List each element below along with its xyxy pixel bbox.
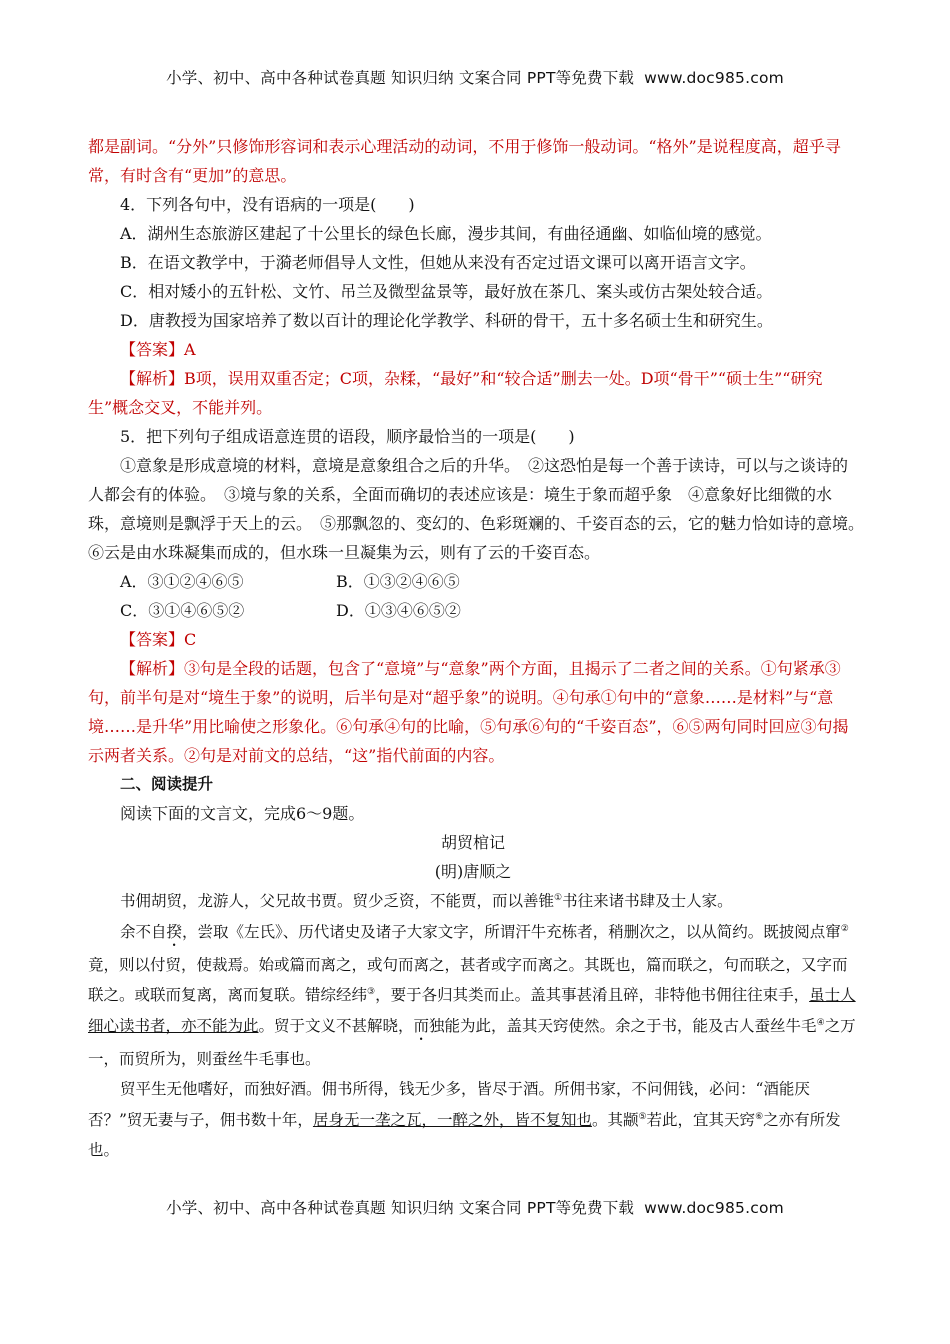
q4-option-d: D．唐教授为国家培养了数以百计的理论化学教学、科研的骨干，五十多名硕士生和研究生。 bbox=[120, 311, 773, 330]
reading-instruction: 阅读下面的文言文，完成6～9题。 bbox=[120, 804, 365, 823]
q4-analysis: 【解析】B项，误用双重否定；C项，杂糅，“最好”和“较合适”删去一处。D项“骨干”“硕士生”“研究生”概念交叉，不能并列。 bbox=[88, 369, 823, 417]
q5-analysis: 【解析】③句是全段的话题，包含了“意境”与“意象”两个方面，且揭示了二者之间的关系。①句紧承③句，前半句是对“境生于象”的说明，后半句是对“超乎象”的说明。④句承①句中的“意象……是材料”与“意境……是升华”用比喻使之形象化。⑥句承④句的比喻，⑤句承⑥句的“千姿百态”，⑥⑤两句同时回应③句揭示两者关系。②句是对前文的总结，“这”指代前面的内容。 bbox=[88, 659, 849, 765]
footer-text: 小学、初中、高中各种试卷真题 知识归纳 文案合同 PPT等免费下载 bbox=[166, 1199, 635, 1217]
document-body bbox=[88, 132, 873, 1166]
header-url-link[interactable]: www.doc985.com bbox=[644, 69, 784, 87]
passage-author: (明)唐顺之 bbox=[434, 862, 512, 881]
q5-options-row-1 bbox=[88, 567, 858, 596]
underlined-sentence: 居身无一垄之瓦，一醉之外，皆不复知也 bbox=[312, 1110, 592, 1129]
q5-stem: 5．把下列句子组成语意连贯的语段，顺序最恰当的一项是( ) bbox=[120, 427, 575, 446]
q5-passage: ①意象是形成意境的材料，意境是意象组合之后的升华。 ②这恐怕是每一个善于读诗，可以与之谈诗的人都会有的体验。 ③境与象的关系，全面而确切的表述应该是：境生于象而超乎象 ④意象好比细微的水珠，意境则是飘浮于天上的云。 ⑤那飘忽的、变幻的、色彩斑斓的、千姿百态的云，它的魅力恰如诗的意境。 ⑥云是由水珠凝集而成的，但水珠一旦凝集为云，则有了云的千姿百态。 bbox=[88, 456, 873, 562]
header-text: 小学、初中、高中各种试卷真题 知识归纳 文案合同 PPT等免费下载 bbox=[166, 69, 635, 87]
footer-url-link[interactable]: www.doc985.com bbox=[644, 1199, 784, 1217]
passage-paragraph-1: 书佣胡贸，龙游人，父兄故书贾。贸少乏资，不能贾，而以善锥①书往来诸书肆及士人家。 bbox=[120, 892, 733, 910]
q5-option-b: B．①③②④⑥⑤ bbox=[336, 572, 460, 591]
q4-option-a: A．湖州生态旅游区建起了十公里长的绿色长廊，漫步其间，有曲径通幽、如临仙境的感觉。 bbox=[120, 224, 772, 243]
emphasis-dot-word: 而 bbox=[413, 1016, 430, 1035]
q5-option-c: C．③①④⑥⑤② bbox=[120, 601, 245, 620]
note-marker: ⑤ bbox=[638, 1111, 647, 1122]
emphasis-dot-word: 揆 bbox=[166, 922, 183, 941]
underlined-sentence: 虽士人细心读书者，亦不能为此 bbox=[88, 986, 856, 1035]
note-marker: ① bbox=[554, 892, 563, 903]
passage-paragraph-2: 余不自揆，尝取《左氏》、历代诸史及诸子大家文字，所谓汗牛充栋者，稍删次之，以从简约。既披阅点窜②竟，则以付贸，使裁焉。始或篇而离之，或句而离之，甚者或字而离之。其既也，篇而联之，句而联之，又字而联之。或联而复离，离而复联。错综经纬③，要于各归其类而止。盖其事甚淆且碎，非特他书佣往往束手，虽士人细心读书者，亦不能为此。贸于文义不甚解晓，而独能为此，盖其天窍使然。余之于书，能及古人蚕丝牛毛④之万一，而贸所为，则蚕丝牛毛事也。 bbox=[88, 922, 856, 1068]
passage-title: 胡贸棺记 bbox=[440, 833, 505, 852]
note-marker: ④ bbox=[816, 1017, 825, 1028]
q5-answer: 【答案】C bbox=[120, 630, 197, 649]
q4-stem: 4．下列各句中，没有语病的一项是( ) bbox=[120, 195, 415, 214]
note-marker: ⑥ bbox=[755, 1111, 764, 1122]
note-marker: ③ bbox=[367, 986, 376, 997]
q4-option-c: C．相对矮小的五针松、文竹、吊兰及微型盆景等，最好放在茶几、案头或仿古架处较合适。 bbox=[120, 282, 773, 301]
q5-options-row-2 bbox=[88, 596, 858, 625]
section-heading: 二、阅读提升 bbox=[120, 775, 214, 793]
intro-analysis: 都是副词。“分外”只修饰形容词和表示心理活动的动词，不用于修饰一般动词。“格外”是说程度高，超乎寻常，有时含有“更加”的意思。 bbox=[88, 137, 841, 185]
q5-option-d: D．①③④⑥⑤② bbox=[336, 601, 461, 620]
q4-option-b: B．在语文教学中，于漪老师倡导人文性，但她从来没有否定过语文课可以离开语言文字。 bbox=[120, 253, 756, 272]
page-footer bbox=[0, 1196, 950, 1218]
passage-paragraph-3: 贸平生无他嗜好，而独好酒。佣书所得，钱无少多，皆尽于酒。所佣书家，不问佣钱，必问：“酒能厌否？”贸无妻与子，佣书数十年，居身无一垄之瓦，一醉之外，皆不复知也。其颛⑤若此，宜其天窍⑥之亦有所发也。 bbox=[88, 1080, 841, 1159]
page-header bbox=[0, 66, 950, 88]
q4-answer: 【答案】A bbox=[120, 340, 196, 359]
note-marker: ② bbox=[840, 923, 849, 934]
q5-option-a: A．③①②④⑥⑤ bbox=[120, 572, 244, 591]
